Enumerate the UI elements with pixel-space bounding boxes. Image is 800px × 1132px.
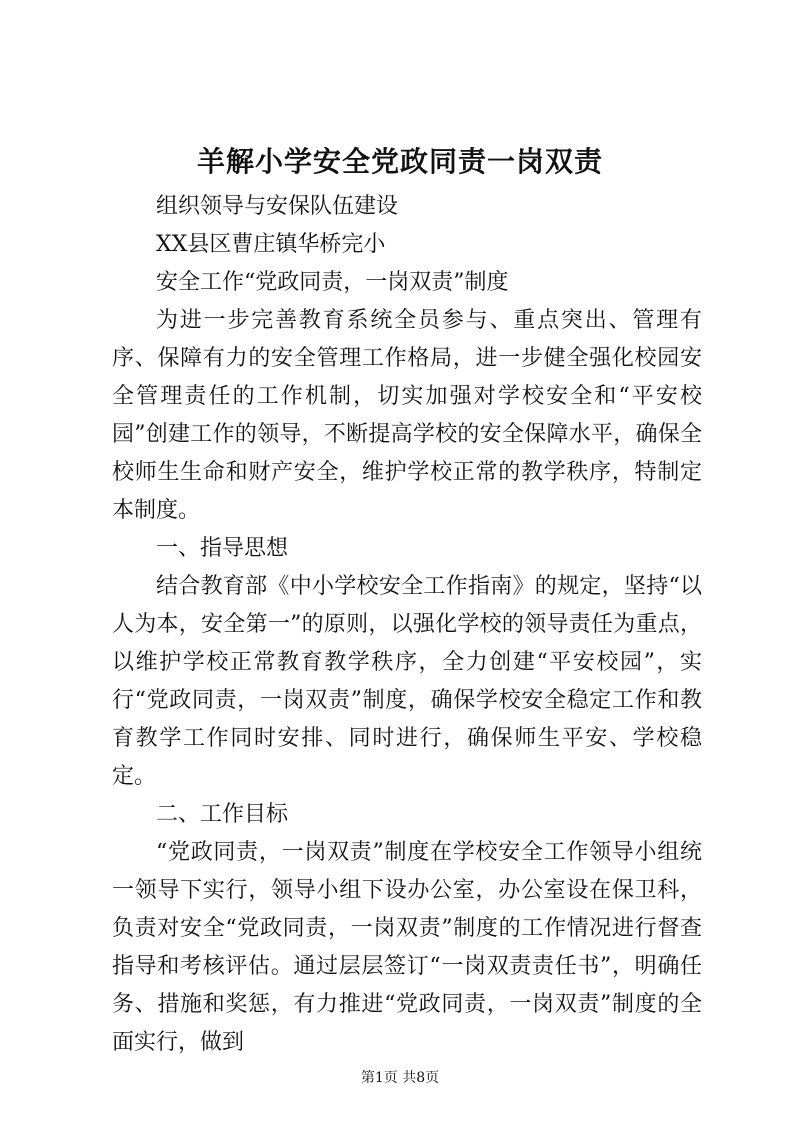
- document-body: [112, 188, 702, 1062]
- paragraph-section-heading: 组织领导与安保队伍建设: [156, 194, 399, 219]
- paragraph-heading-guiding-ideology: 一、指导思想: [156, 536, 289, 561]
- page-number-footer: 第1页 共8页: [360, 1070, 440, 1086]
- paragraph-work-goals: “党政同责，一岗双责”制度在学校安全工作领导小组统一领导下实行，领导小组下设办公室，办公室设在保卫科，负责对安全“党政同责，一岗双责”制度的工作情况进行督查指导和考核评估。通过层层签订“一岗双责责任书”，明确任务、措施和奖惩，有力推进“党政同责，一岗双责”制度的全面实行，做到: [112, 840, 702, 1055]
- paragraph-guiding-ideology: 结合教育部《中小学校安全工作指南》的规定，坚持“以人为本，安全第一”的原则，以强化学校的领导责任为重点，以维护学校正常教育教学秩序，全力创建“平安校园”，实行“党政同责，一岗双责”制度，确保学校安全稳定工作和教育教学工作同时安排、同时进行，确保师生平安、学校稳定。: [112, 574, 702, 789]
- document-title: 羊解小学安全党政同责一岗双责: [196, 145, 603, 178]
- paragraph-introduction: 为进一步完善教育系统全员参与、重点突出、管理有序、保障有力的安全管理工作格局，进一步健全强化校园安全管理责任的工作机制，切实加强对学校安全和“平安校园”创建工作的领导，不断提高学校的安全保障水平，确保全校师生生命和财产安全，维护学校正常的教学秩序，特制定本制度。: [112, 308, 702, 523]
- paragraph-school-name: XX县区曹庄镇华桥完小: [156, 232, 386, 257]
- paragraph-heading-work-goals: 二、工作目标: [156, 802, 289, 827]
- paragraph-policy-title: 安全工作“党政同责，一岗双责”制度: [156, 270, 509, 295]
